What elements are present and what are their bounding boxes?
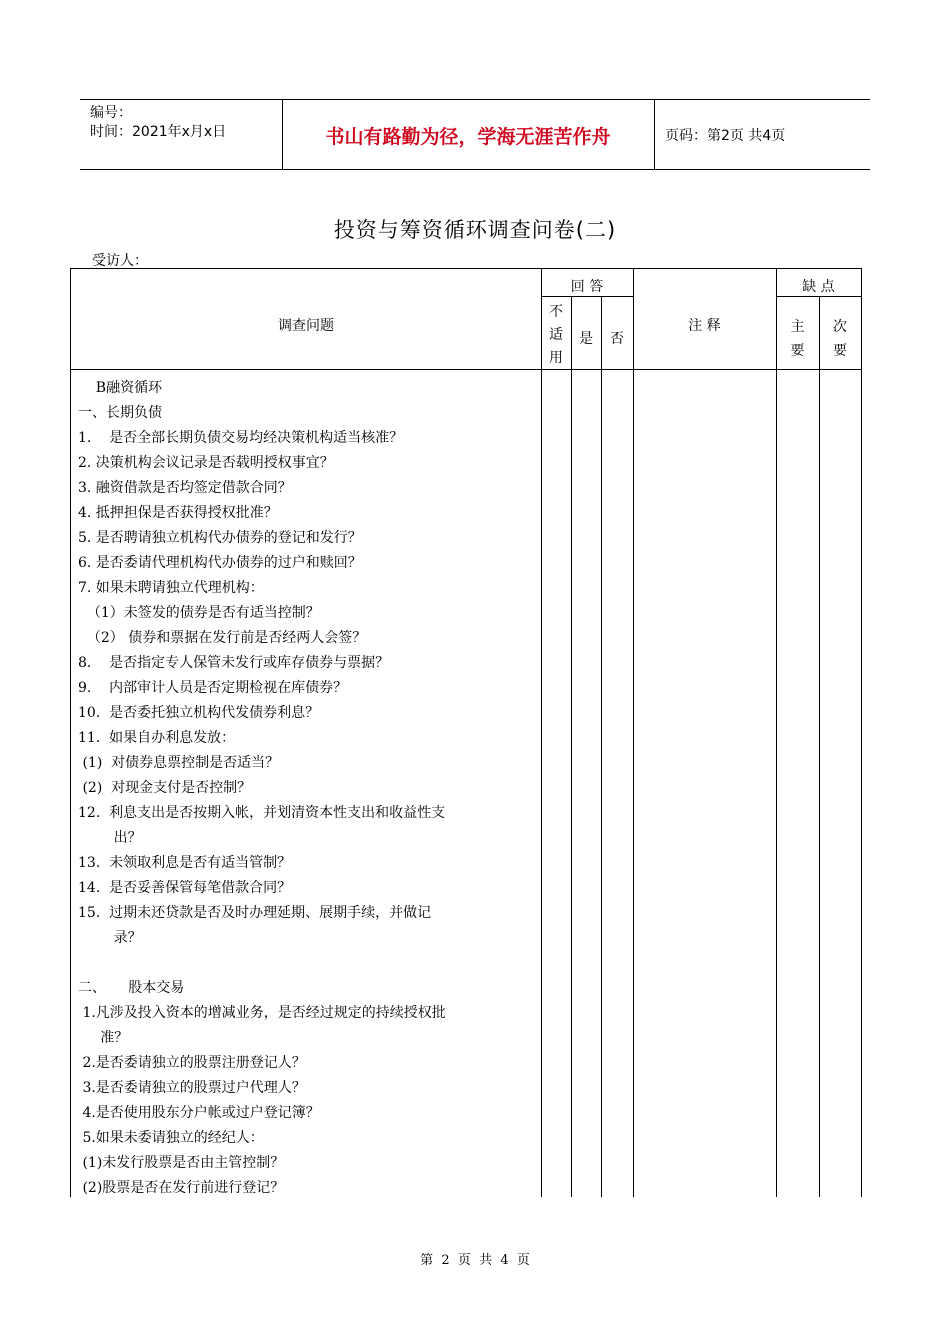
question-line: 5.如果未委请独立的经纪人： <box>78 1130 264 1146</box>
question-line: 3. 融资借款是否均签定借款合同？ <box>78 480 292 496</box>
question-line: 2.是否委请独立的股票注册登记人？ <box>78 1055 306 1071</box>
question-line: 11. 如果自办利息发放： <box>78 730 236 746</box>
question-line: 15. 过期未还贷款是否及时办理延期、展期手续，并做记 <box>78 905 432 921</box>
col-minor-header <box>819 315 861 363</box>
question-line: 12. 利息支出是否按期入帐，并划清资本性支出和收益性支 <box>78 805 446 821</box>
question-line: (2) 对现金支付是否控制？ <box>78 780 252 796</box>
col-major-header <box>776 315 819 363</box>
question-line: 9. 内部审计人员是否定期检视在库债券？ <box>78 680 348 696</box>
question-line: （1）未签发的债券是否有适当控制？ <box>78 605 320 621</box>
question-line: 出？ <box>78 830 142 846</box>
page-title: 投资与筹资循环调查问卷(二) <box>333 218 617 242</box>
question-line: 录？ <box>78 930 142 946</box>
question-line: 6. 是否委请代理机构代办债券的过户和赎回？ <box>78 555 362 571</box>
header-divider <box>654 100 655 169</box>
col-major-char: 主 <box>790 319 805 335</box>
question-line: （2） 债券和票据在发行前是否经两人会签？ <box>78 630 367 646</box>
question-line: 14. 是否妥善保管每笔借款合同？ <box>78 880 292 896</box>
question-line: 3.是否委请独立的股票过户代理人？ <box>78 1080 306 1096</box>
col-no-header: 否 <box>610 331 624 347</box>
col-na-header <box>541 301 571 370</box>
header-meta <box>90 104 226 142</box>
question-line: 10. 是否委托独立机构代发债券利息？ <box>78 705 320 721</box>
question-line: 2. 决策机构会议记录是否载明授权事宜？ <box>78 455 334 471</box>
question-line: 4.是否使用股东分户帐或过户登记簿？ <box>78 1105 320 1121</box>
document-header <box>80 99 870 170</box>
question-line: 一、长期负债 <box>78 405 162 421</box>
question-line: (1) 对债券息票控制是否适当？ <box>78 755 280 771</box>
number-label: 编号： <box>90 105 132 121</box>
question-line: B融资循环 <box>78 380 163 396</box>
time-label: 时间：2021年x月x日 <box>90 124 227 140</box>
question-line: 4. 抵押担保是否获得授权批准？ <box>78 505 278 521</box>
question-line: 13. 未领取利息是否有适当管制？ <box>78 855 292 871</box>
question-line: 准？ <box>78 1030 129 1046</box>
col-minor-char: 要 <box>833 343 847 359</box>
question-line: 1. 是否全部长期负债交易均经决策机构适当核准？ <box>78 430 404 446</box>
motto: 书山有路勤为径，学海无涯苦作舟 <box>325 126 611 148</box>
question-line: 5. 是否聘请独立机构代办债券的登记和发行？ <box>78 530 362 546</box>
col-major-char: 要 <box>790 343 805 359</box>
col-question-header: 调查问题 <box>278 318 334 334</box>
col-na-char: 适 <box>549 327 563 343</box>
interviewee-label: 受访人： <box>92 253 148 269</box>
question-line: (1)未发行股票是否由主管控制？ <box>78 1155 285 1171</box>
col-defect-header: 缺 点 <box>802 279 835 295</box>
col-na-char: 用 <box>549 350 563 366</box>
question-line: 8. 是否指定专人保管未发行或库存债券与票据？ <box>78 655 390 671</box>
question-line: 二、 股本交易 <box>78 980 185 996</box>
question-line: 1.凡涉及投入资本的增减业务，是否经过规定的持续授权批 <box>78 1005 446 1021</box>
col-answer-header: 回 答 <box>570 279 604 295</box>
col-minor-char: 次 <box>833 319 847 335</box>
col-yes-header: 是 <box>579 331 593 347</box>
col-note-header: 注 释 <box>688 318 721 334</box>
page-footer: 第 2 页 共 4 页 <box>420 1253 530 1268</box>
col-na-char: 不 <box>549 304 563 320</box>
question-line: 7. 如果未聘请独立代理机构： <box>78 580 264 596</box>
question-line: (2)股票是否在发行前进行登记？ <box>78 1180 285 1196</box>
page-code: 页码：第2页 共4页 <box>665 128 786 144</box>
